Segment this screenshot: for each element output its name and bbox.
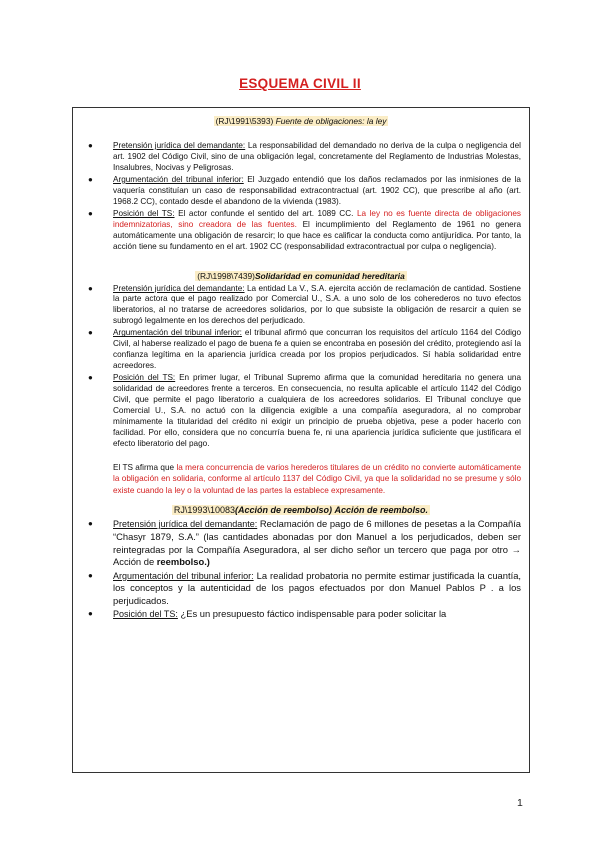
item-label: Pretensión jurídica del demandante: [113,141,246,150]
conclusion-highlighted: la mera concurrencia de varios herederos titulares de un crédito no convierte automáticamente la obligación en solidaria, conforme al artículo 1137 del Código Civil, ya que la solidaridad no se presume y sólo existe cuando la ley o la voluntad de las partes la establece expresamente. [113,462,522,495]
item-text: El Juzgado entendió que los daños reclamados por las inmisiones de la vaquería constituían un caso de responsabilidad extracontractual (art. 1902 CC), que prescribe al año (art. 1968.2 CC), contado desde el abandono de la vivienda (1983). [113,174,521,206]
bullet-icon: ● [88,373,93,383]
item-text: El incumplimiento del Reglamento de 1961 no genera automáticamente una obligación de resarcir; lo que hace es calificar la conducta como antijurídica. Por tanto, la acción tiene su fundamento en el art. 1902 CC (responsabilidad extracontractual por culpa o negligencia). [113,219,521,251]
item-text: El actor confunde el sentido del art. 1089 CC. [178,208,354,218]
case-ref: (RJ\1998\7439) [197,270,255,281]
list-item [73,141,529,174]
item-text: el tribunal afirmó que concurran los requisitos del artículo 1164 del Código Civil, al haberse realizado el pago de buena fe a quien se encontraba en posesión del crédito, protegiendo así la confianza legítima en la apariencia jurídica creada por los propios perjudicados. Sí había solidaridad entre acreedores. [113,328,521,371]
bullet-icon: ● [88,519,93,529]
item-text: ¿Es un presupuesto fáctico indispensable para poder solicitar la [180,608,447,620]
page-number: 1 [517,797,523,809]
item-text: La realidad probatoria no permite estimar justificada la cuantía, los conceptos y la autenticidad de los pagos efectuados por don Manuel Pablos P . a los perjudicados. [113,569,522,606]
list-item [73,570,529,608]
section-3 [73,496,529,621]
bullet-icon: ● [88,141,93,150]
item-label: Posición del TS: [113,609,178,620]
item-text: La responsabilidad del demandado no deriva de la culpa o negligencia del art. 1902 del Código Civil, sino de una obligación legal, concretamente del Reglamento de Industrias Molestas, Insalubres, Nocivas y Peligrosas. [113,141,521,172]
bullet-icon: ● [88,609,93,619]
bullet-icon: ● [88,328,93,338]
list-item [73,175,529,208]
item-text: En primer lugar, el Tribunal Supremo afirma que la comunidad hereditaria no genera una solidaridad de acreedores frente a terceros. En consecuencia, no resulta aplicable el artículo 1142 del Código Civil, que permite el pago liberatorio a cualquiera de los acreedores solidarios. El Tribunal concluye que Comercial U., S.A. no actuó con la diligencia exigible a una compañía aseguradora, al no comprobar mínimamente la titularidad del crédito ni exigir un principio de prueba objetiva, pese a poder hacerlo con facilidad. Por ello, considera que no concurría buena fe, ni una apariencia jurídica suficiente que justificara el efecto liberatorio del pago. [113,373,521,448]
item-label: Argumentación del tribunal inferior: [113,328,242,338]
bullet-icon: ● [88,208,93,218]
content-box [72,107,530,773]
item-text: Reclamación de pago de 6 millones de pesetas a la Compañía “Chasyr 1879, S.A.” (las cantidades abonadas por don Manuel a los perjudicados, deben ser reintegradas por la Compañía Aseguradora, al ser dicho señor un tercero que paga por otro → Acción de [113,518,521,568]
case-ref: (RJ\1991\5393) [215,116,274,126]
item-label: Pretensión jurídica del demandante: [113,519,258,530]
bullet-icon: ● [88,570,93,580]
heading-highlight [172,505,430,515]
list-item [73,608,529,621]
section-heading [73,270,529,282]
list-item [73,518,529,568]
section-2 [73,253,529,497]
section-heading [73,115,529,127]
case-subtitle: (Acción de reembolso) [234,505,333,516]
section-1 [73,108,529,253]
item-text-bold: reembolso.) [156,556,210,568]
bullet-icon: ● [88,174,93,184]
case-title: Solidaridad en comunidad hereditaria [254,270,405,281]
case-title: Fuente de obligaciones: la ley [275,116,387,126]
heading-highlight [214,116,389,126]
item-label: Posición del TS: [113,208,175,218]
page-title: ESQUEMA CIVIL II [239,76,361,91]
item-label: Posición del TS: [113,373,176,383]
list-item [73,328,529,372]
item-label: Argumentación del tribunal inferior: [113,174,244,184]
item-label: Argumentación del tribunal inferior: [113,570,254,581]
conclusion-paragraph [73,462,529,497]
section-heading [73,504,529,516]
case-title: Acción de reembolso. [334,505,429,516]
item-text: La entidad La V., S.A. ejercita acción de reclamación de cantidad. Sostiene la parte actora que el pago realizado por Comercial U., S.A. a uno solo de los coherederos no tuvo efectos liberatorios, al no tratarse de acreedores solidarios, por lo que subsiste la obligación de resarcir a quien se subrogó legalmente en los derechos del perjudicado. [113,283,521,326]
heading-highlight [195,271,407,281]
bullet-icon: ● [88,283,93,293]
conclusion-text: El TS afirma que [113,462,175,472]
case-ref: RJ\1993\10083 [173,505,235,516]
list-item [73,209,529,253]
list-item [73,284,529,328]
item-text-highlighted: La ley no es fuente directa de obligaciones indemnizatorias, sino creadora de las fuentes. [113,208,522,229]
list-item [73,373,529,450]
item-label: Pretensión jurídica del demandante: [113,283,245,293]
